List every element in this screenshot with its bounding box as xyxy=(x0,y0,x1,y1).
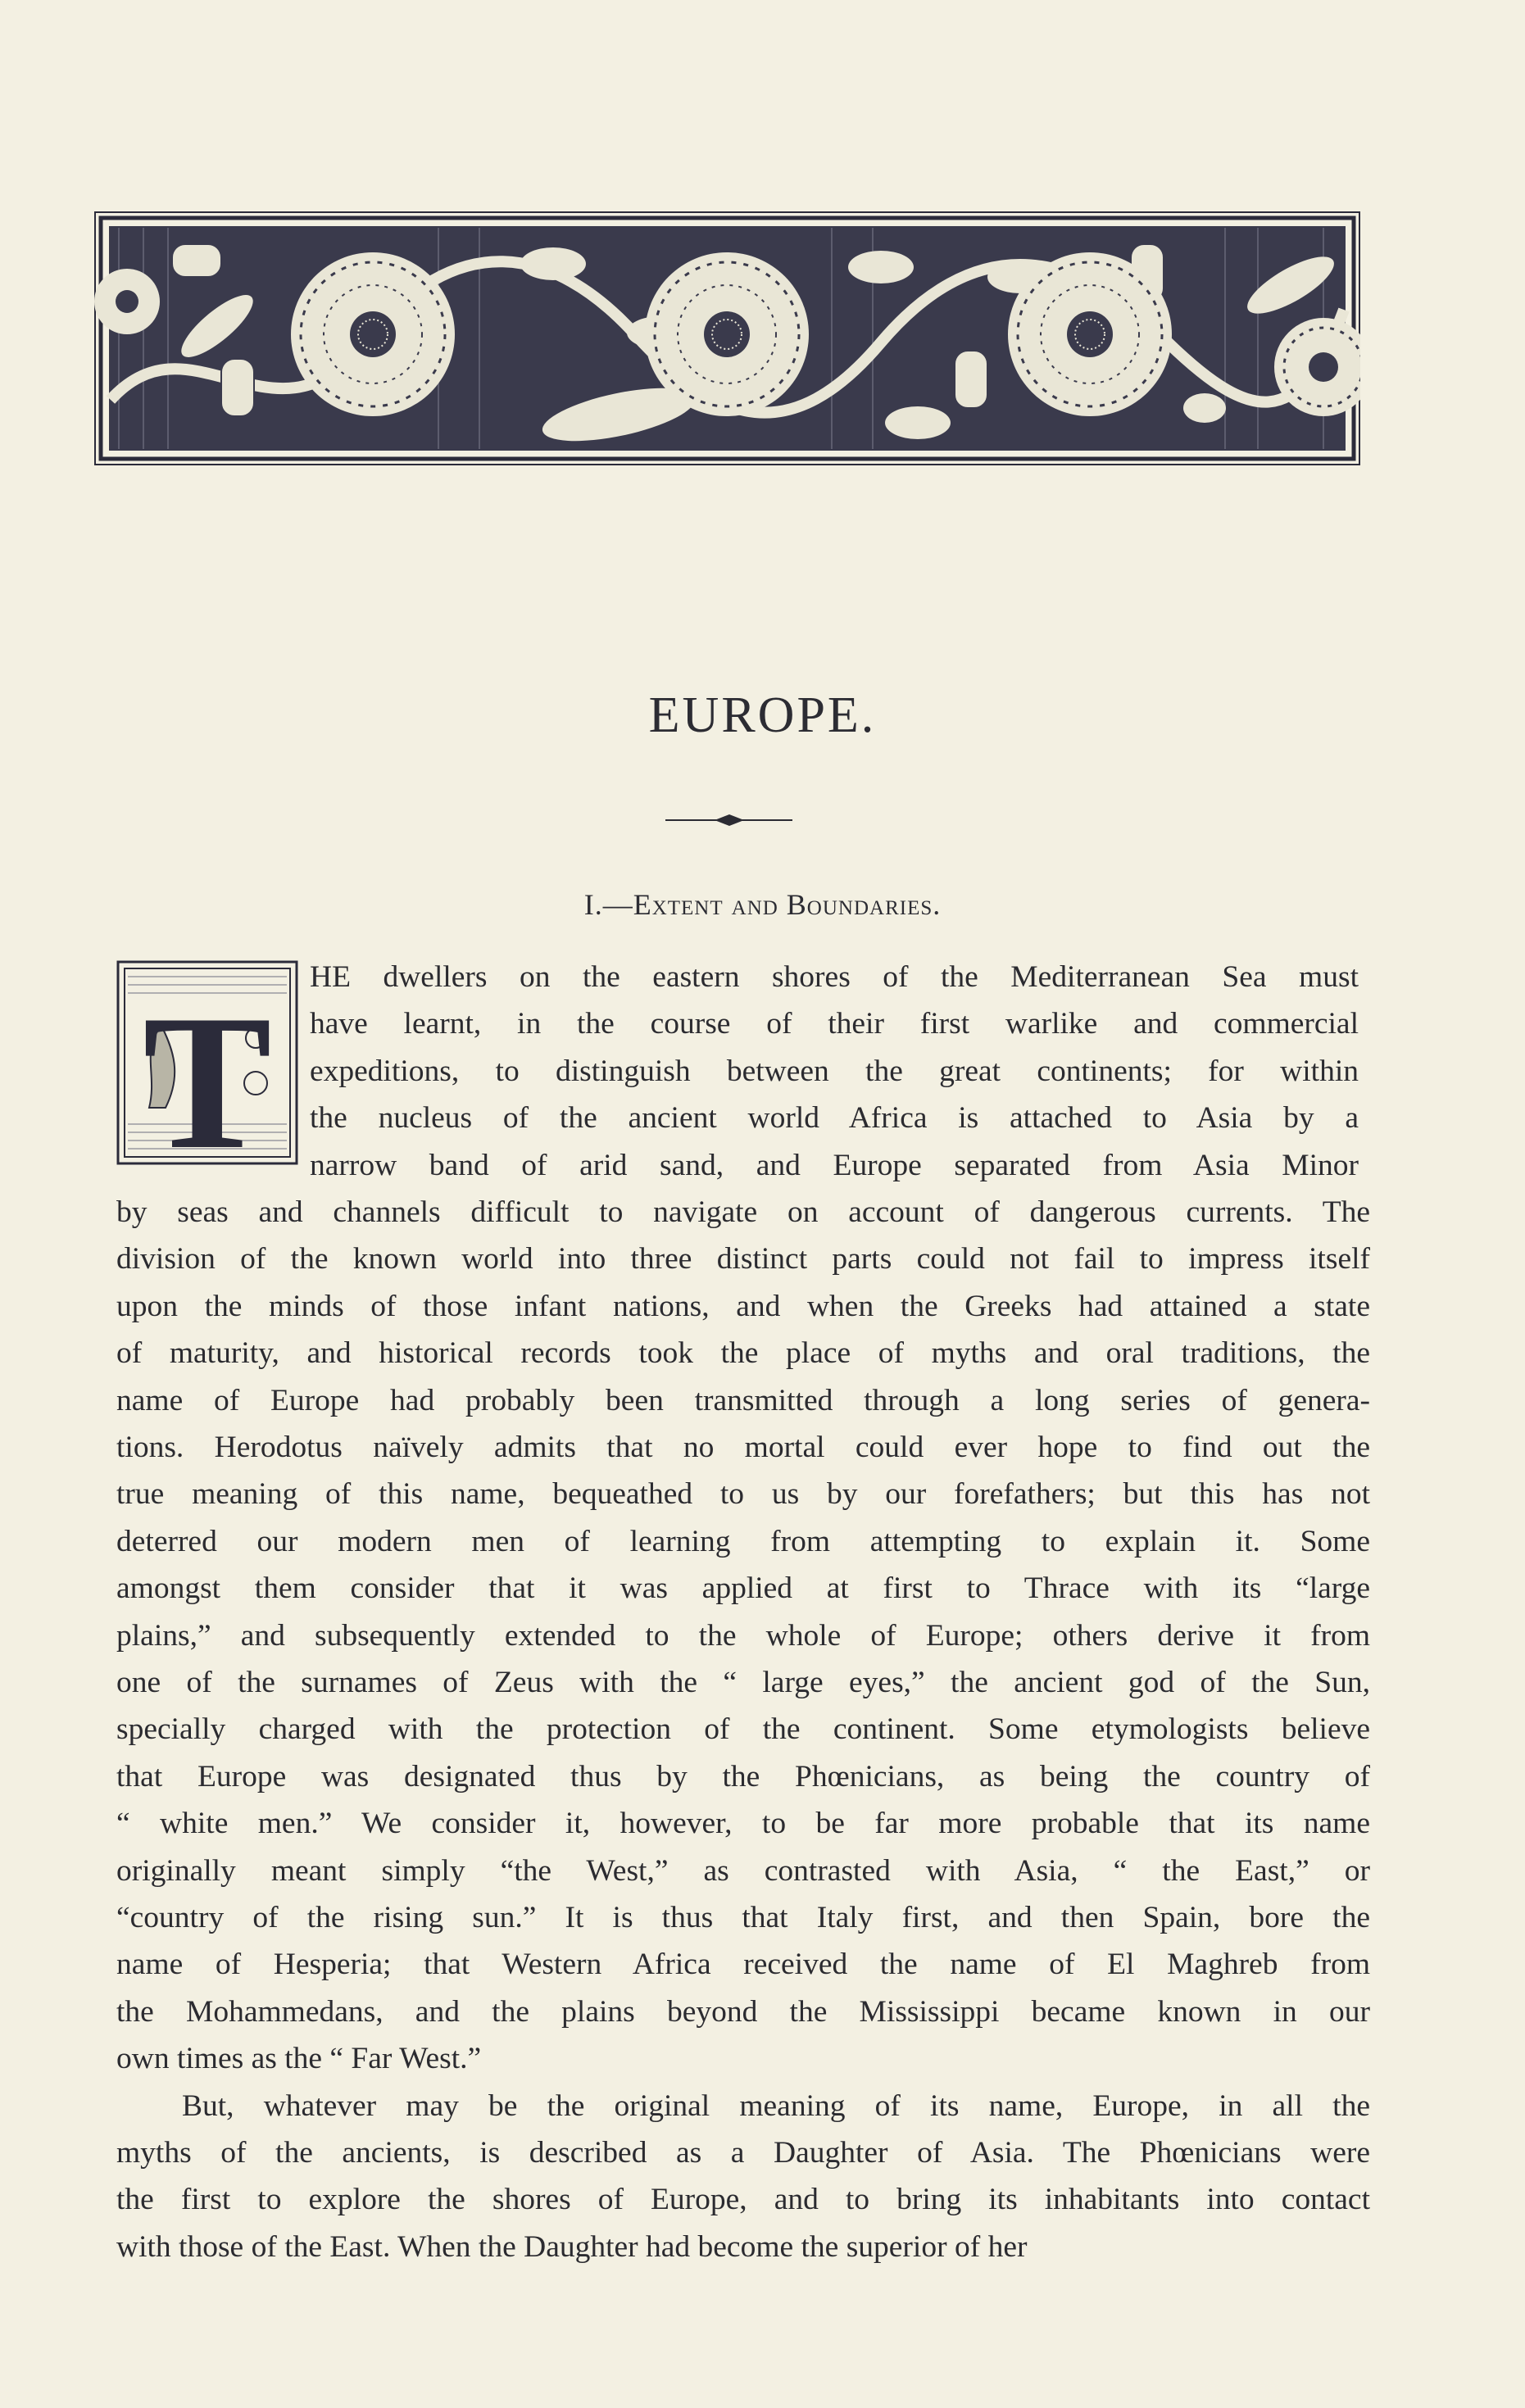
drop-cap-letter: T xyxy=(143,976,272,1165)
text-line: true meaning of this name, bequeathed to us by our forefathers; but this has not xyxy=(116,1477,1370,1512)
text-line: specially charged with the protection of the continent. Some etymologists believe xyxy=(116,1712,1370,1747)
text-line: name of Europe had probably been transmitted through a long series of genera- xyxy=(116,1383,1370,1417)
text-line: narrow band of arid sand, and Europe separated from Asia Minor xyxy=(310,1148,1359,1182)
text-line: But, whatever may be the original meaning of its name, Europe, in all the xyxy=(182,2088,1370,2123)
text-line: name of Hesperia; that Western Africa received the name of El Maghreb from xyxy=(116,1948,1370,1982)
text-line: plains,” and subsequently extended to the whole of Europe; others derive it from xyxy=(116,1618,1370,1653)
text-line: of maturity, and historical records took the place of myths and oral traditions, the xyxy=(116,1336,1370,1371)
text-line: upon the minds of those infant nations, and when the Greeks had attained a state xyxy=(116,1289,1370,1323)
text-line: own times as the “ Far West.” xyxy=(116,2042,482,2076)
text-line: the Mohammedans, and the plains beyond the Mississippi became known in our xyxy=(116,1994,1370,2029)
text-line: the nucleus of the ancient world Africa is attached to Asia by a xyxy=(310,1101,1359,1136)
text-line: HE dwellers on the eastern shores of the Mediterranean Sea must xyxy=(310,960,1359,994)
text-line: the first to explore the shores of Europe, and to bring its inhabitants into contact xyxy=(116,2183,1370,2217)
text-line: deterred our modern men of learning from attempting to explain it. Some xyxy=(116,1524,1370,1558)
section-heading: I.—Extent and Boundaries. xyxy=(583,888,942,921)
text-line: amongst them consider that it was applied at first to Thrace with its “large xyxy=(116,1571,1370,1606)
text-line: have learnt, in the course of their first warlike and commercial xyxy=(310,1007,1359,1041)
text-line: with those of the East. When the Daughter had become the superior of her xyxy=(116,2229,1028,2264)
text-line: that Europe was designated thus by the Phœnicians, as being the country of xyxy=(116,1759,1370,1794)
text-line: originally meant simply “the West,” as contrasted with Asia, “ the East,” or xyxy=(116,1853,1370,1888)
text-line: “ white men.” We consider it, however, to be far more probable that its name xyxy=(116,1807,1370,1841)
text-line: myths of the ancients, is described as a Daughter of Asia. The Phœnicians were xyxy=(116,2136,1370,2170)
drop-cap-t xyxy=(116,960,298,1165)
text-line: division of the known world into three distinct parts could not fail to impress itself xyxy=(116,1242,1370,1277)
ornamental-headpiece xyxy=(94,211,1360,465)
text-line: expeditions, to distinguish between the great continents; for within xyxy=(310,1054,1359,1088)
text-line: by seas and channels difficult to navigate on account of dangerous currents. The xyxy=(116,1195,1370,1229)
text-line: tions. Herodotus naïvely admits that no mortal could ever hope to find out the xyxy=(116,1431,1370,1464)
text-line: “country of the rising sun.” It is thus that Italy first, and then Spain, bore the xyxy=(116,1901,1370,1934)
ornamental-rule xyxy=(665,811,792,829)
text-line: one of the surnames of Zeus with the “ large eyes,” the ancient god of the Sun, xyxy=(116,1666,1370,1699)
page-title: EUROPE. xyxy=(648,687,877,743)
